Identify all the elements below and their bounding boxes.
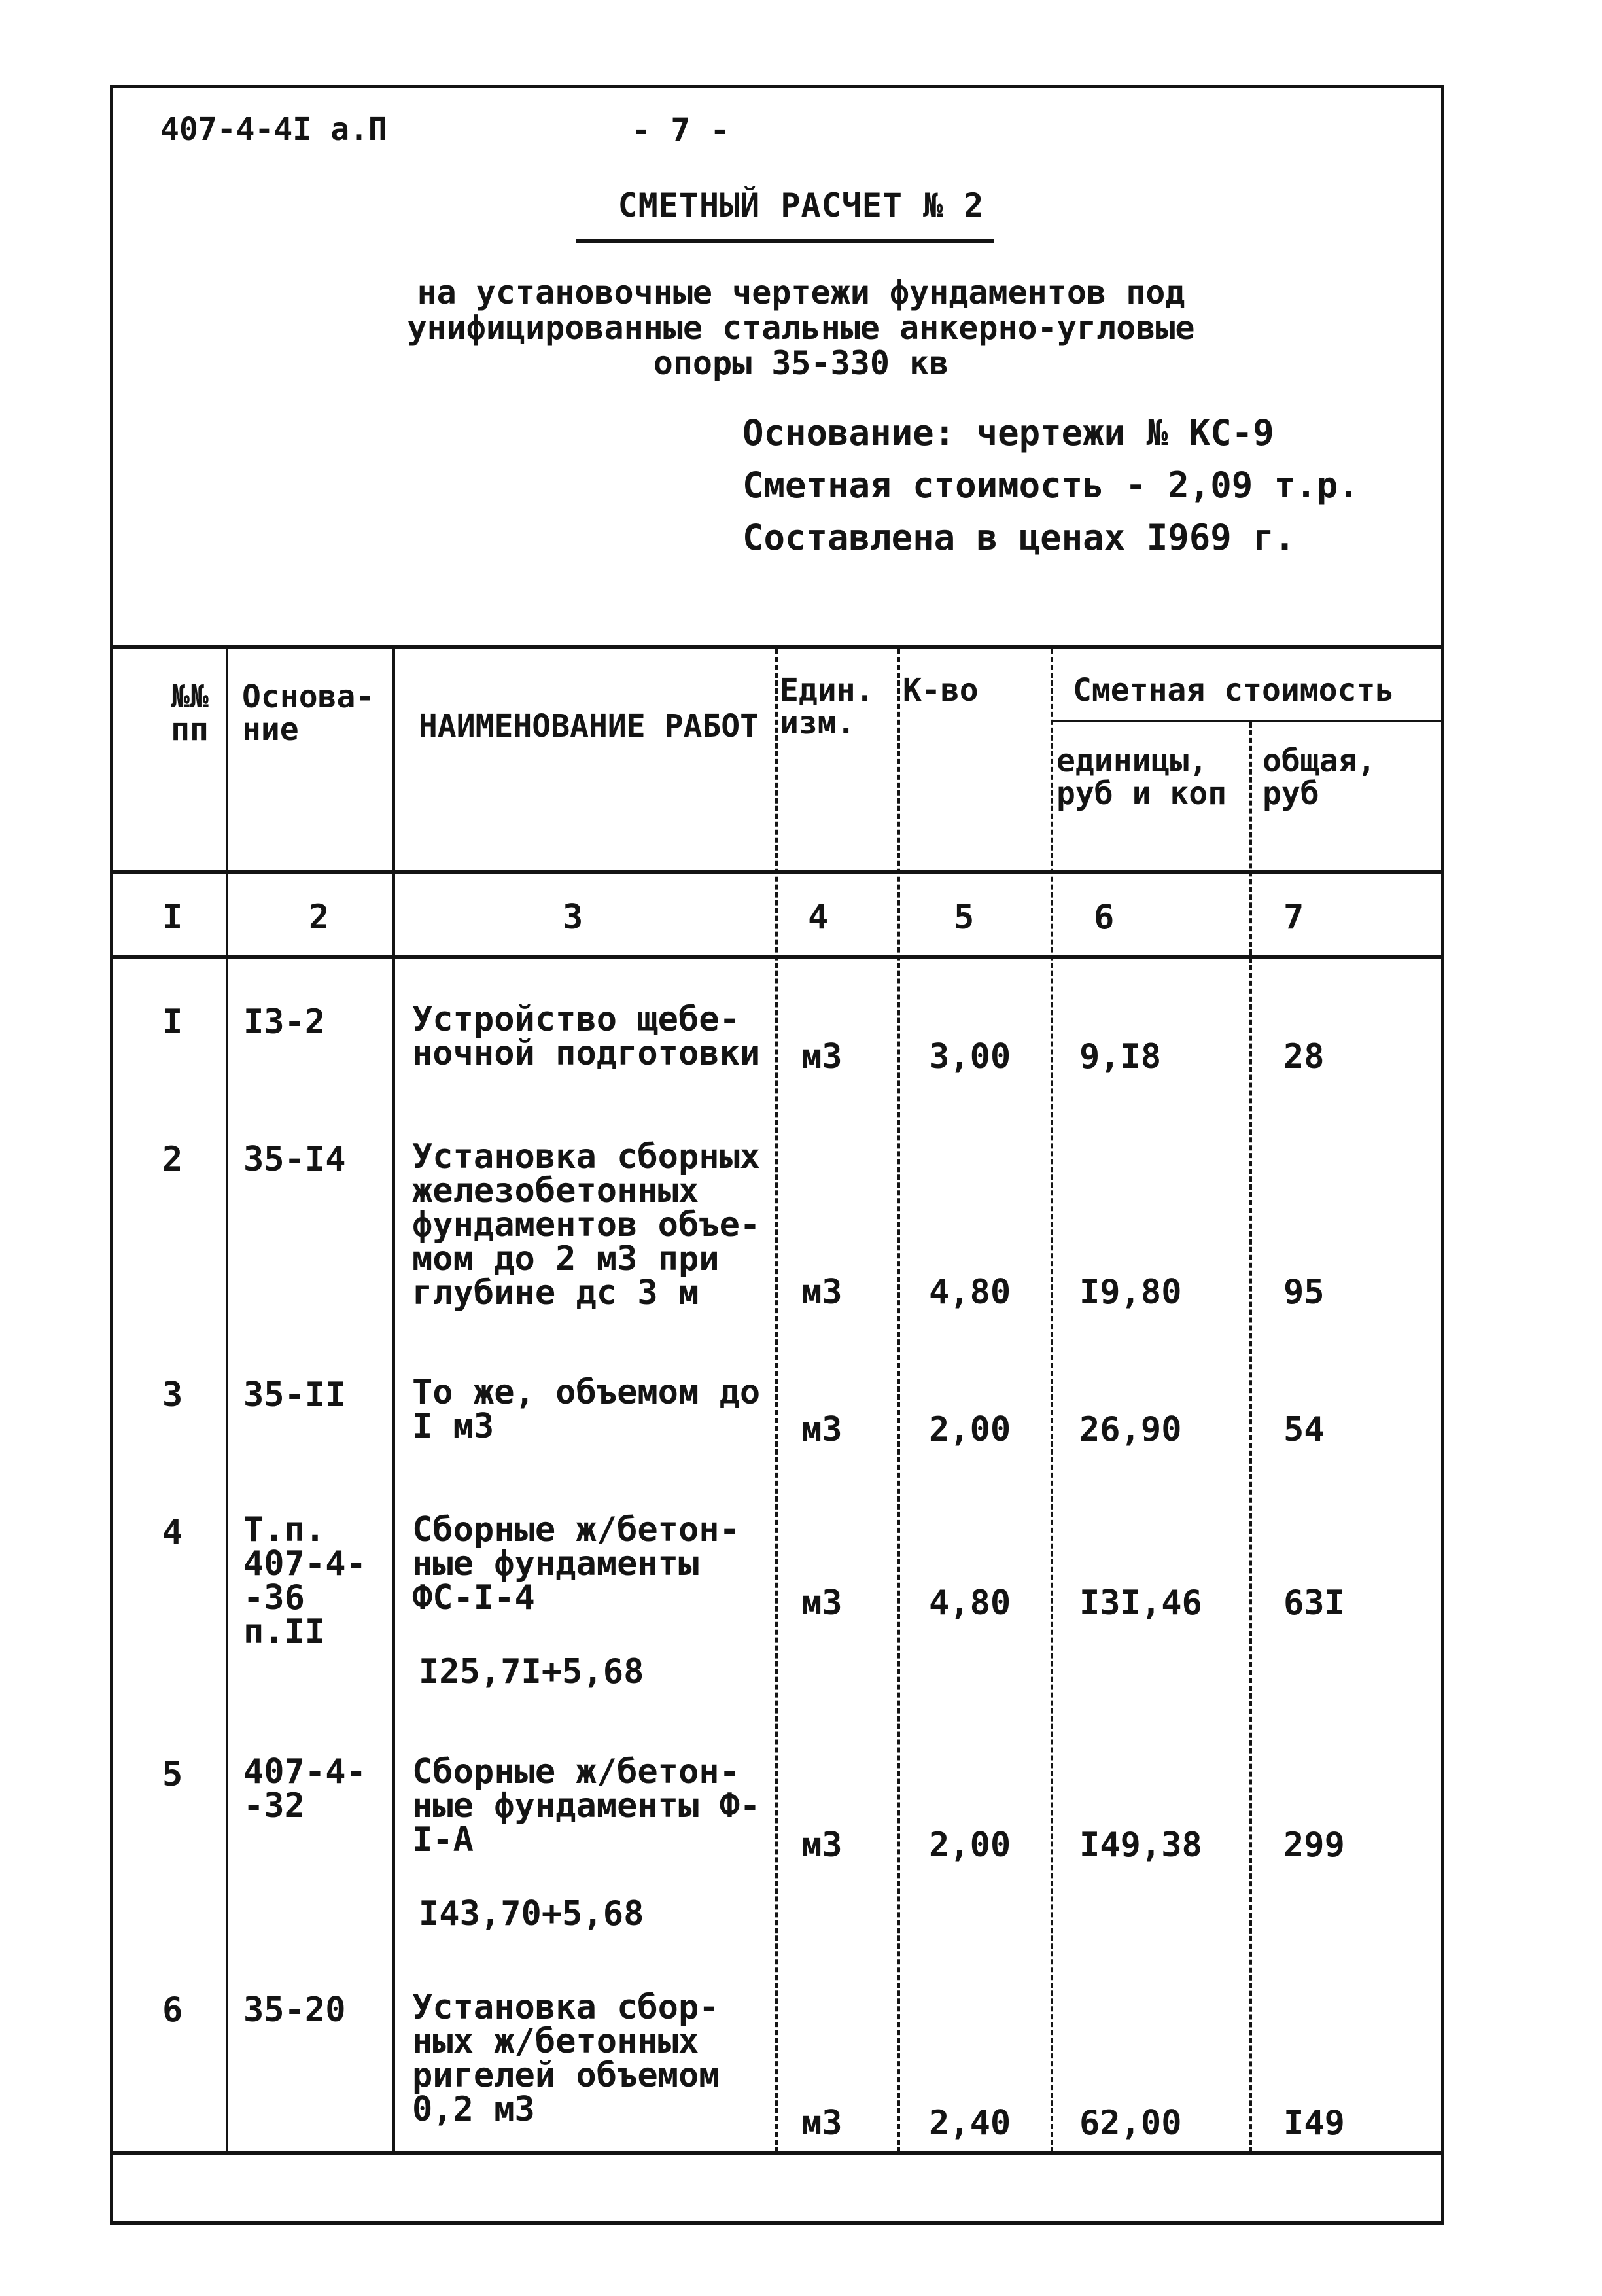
row-5-name: Сборные ж/бетон- ные фундаменты Ф-I-А (412, 1752, 761, 1860)
subtitle-line-2: унифицированные стальные анкерно-угловые (407, 309, 1195, 347)
row-3-name: То же, объемом до I м3 (412, 1373, 761, 1446)
prices-line: Составлена в ценах I969 г. (742, 517, 1296, 558)
row-5-unit-cost: I49,38 (1079, 1826, 1202, 1865)
row-2-basis: 35-I4 (243, 1140, 346, 1179)
row-5-basis: 407-4- -32 (243, 1752, 366, 1826)
col-header-unit-cost: единицы, руб и коп (1056, 743, 1227, 812)
col-header-cost-group: Сметная стоимость (1073, 672, 1395, 709)
row-2-name: Установка сборных железобетонных фундаментов объе- мом до 2 м3 при глубине дс 3 м (412, 1137, 761, 1313)
col-rule-1 (226, 649, 228, 2153)
document-subtitle (0, 275, 1602, 381)
row-2-unit-cost: I9,80 (1079, 1273, 1182, 1312)
index-cell-5: 5 (954, 898, 975, 937)
col-header-unit: Един. изм. (780, 672, 875, 741)
col-rule-2 (392, 649, 395, 2153)
col-rule-5 (1051, 649, 1053, 2153)
index-cell-1: I (162, 898, 183, 937)
row-3-unit: м3 (801, 1410, 843, 1449)
document-title: СМЕТНЫЙ РАСЧЕТ № 2 (618, 186, 984, 224)
row-4-name: Сборные ж/бетон- ные фундаменты ФС-I-4 (412, 1510, 740, 1617)
basis-line: Основание: чертежи № КС-9 (742, 412, 1274, 453)
index-cell-3: 3 (563, 898, 583, 937)
row-2-total: 95 (1283, 1273, 1325, 1312)
col-header-total: общая, руб (1262, 743, 1376, 812)
col-rule-3 (775, 649, 778, 2153)
row-5-num: 5 (162, 1755, 183, 1794)
row-1-unit-cost: 9,I8 (1079, 1037, 1162, 1076)
row-1-basis: I3-2 (243, 1002, 326, 1042)
row-1-total: 28 (1283, 1037, 1325, 1076)
title-underline (576, 239, 994, 243)
subtitle-line-3: опоры 35-330 кв (653, 344, 949, 382)
row-4-unit-cost: I3I,46 (1079, 1583, 1202, 1623)
row-3-basis: 35-II (243, 1375, 346, 1415)
row-4-calc: I25,7I+5,68 (419, 1652, 644, 1691)
row-3-qty: 2,00 (929, 1410, 1011, 1449)
row-1-num: I (162, 1002, 183, 1042)
col-rule-6 (1249, 722, 1252, 2153)
document-code: 407-4-4I а.П (160, 111, 387, 148)
row-2-qty: 4,80 (929, 1273, 1011, 1312)
row-6-unit-cost: 62,00 (1079, 2104, 1182, 2143)
row-4-total: 63I (1283, 1583, 1345, 1623)
row-6-total: I49 (1283, 2104, 1345, 2143)
row-6-unit: м3 (801, 2104, 843, 2143)
row-6-qty: 2,40 (929, 2104, 1011, 2143)
table-top-rule (111, 645, 1443, 649)
row-4-basis: Т.п. 407-4- -36 п.II (243, 1510, 366, 1651)
col-header-basis: Основа- ние (242, 679, 375, 748)
row-6-num: 6 (162, 1990, 183, 2030)
col-header-num: №№ пп (171, 679, 209, 748)
page-number: - 7 - (631, 111, 730, 149)
row-1-qty: 3,00 (929, 1037, 1011, 1076)
index-cell-2: 2 (309, 898, 330, 937)
row-2-num: 2 (162, 1140, 183, 1179)
row-4-unit: м3 (801, 1583, 843, 1623)
row-4-qty: 4,80 (929, 1583, 1011, 1623)
row-3-unit-cost: 26,90 (1079, 1410, 1182, 1449)
index-cell-7: 7 (1283, 898, 1304, 937)
row-4-num: 4 (162, 1513, 183, 1552)
subtitle-line-1: на установочные чертежи фундаментов под (417, 274, 1185, 311)
index-cell-6: 6 (1094, 898, 1115, 937)
col-header-name: НАИМЕНОВАНИЕ РАБОТ (418, 708, 759, 745)
row-3-num: 3 (162, 1375, 183, 1415)
row-2-unit: м3 (801, 1273, 843, 1312)
row-1-name: Устройство щебе- ночной подготовки (412, 1000, 761, 1073)
row-5-calc: I43,70+5,68 (419, 1894, 644, 1934)
index-cell-4: 4 (808, 898, 829, 937)
col-header-qty: К-во (903, 672, 979, 709)
row-1-unit: м3 (801, 1037, 843, 1076)
row-3-total: 54 (1283, 1410, 1325, 1449)
cost-line: Сметная стоимость - 2,09 т.р. (742, 465, 1359, 506)
row-6-name: Установка сбор- ных ж/бетонных ригелей объемом 0,2 м3 (412, 1988, 720, 2129)
row-5-unit: м3 (801, 1826, 843, 1865)
col-rule-4 (897, 649, 900, 2153)
row-5-qty: 2,00 (929, 1826, 1011, 1865)
cost-group-rule (1052, 720, 1443, 722)
row-5-total: 299 (1283, 1826, 1345, 1865)
row-6-basis: 35-20 (243, 1990, 346, 2030)
